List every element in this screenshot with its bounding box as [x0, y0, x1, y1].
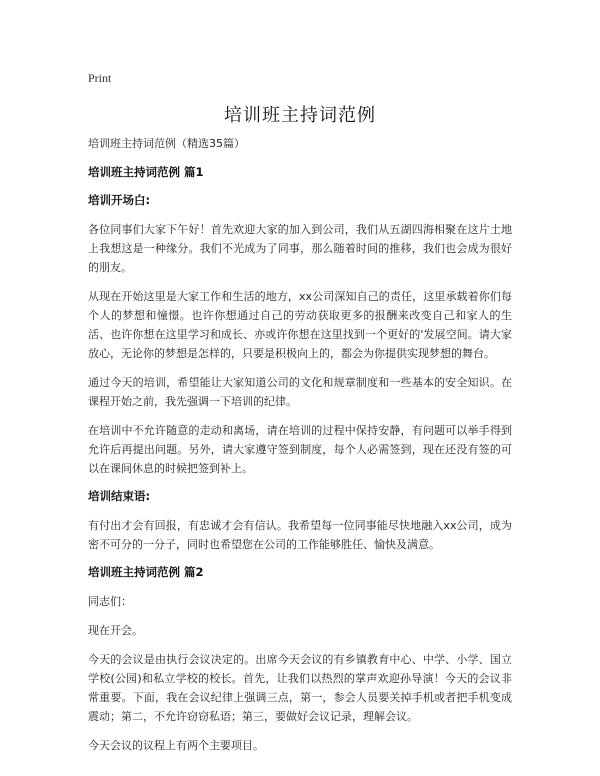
section-2-paragraph-1: 同志们： [88, 595, 132, 608]
section-2-paragraph-2: 现在开会。 [88, 624, 143, 637]
print-label: Print [88, 71, 112, 85]
section-1-paragraph-3: 通过今天的培训，希望能让大家知道公司的文化和规章制度和一些基本的安全知识。在课程开始之前，我先强调一下培训的纪律。 [88, 376, 512, 408]
section-1-paragraph-5: 有付出才会有回报，有忠诚才会有信认。我希望每一位同事能尽快地融入xx公司，成为密不可分的一分子，同时也希望您在公司的工作能够胜任、愉快及满意。 [88, 519, 512, 551]
document-subtitle: 培训班主持词范例（精选35篇） [88, 137, 245, 150]
section-1-paragraph-2: 从现在开始这里是大家工作和生活的地方，xx公司深知自己的责任，这里承载着你们每个人的梦想和憧憬。也许你想通过自己的劳动获取更多的报酬来改变自己和家人的生活、也许你想在这里学习和成长、亦或许你想在这里找到一个更好的'发展空间。请大家放心，无论你的梦想是怎样的，只要是积极向上的，都会为你提供实现梦想的舞台。 [88, 290, 512, 360]
section-1-paragraph-1: 各位同事们大家下午好！首先欢迎大家的加入到公司，我们从五湖四海相聚在这片土地上我想这是一种缘分。我们不光成为了同事，那么随着时间的推移，我们也会成为很好的朋友。 [88, 223, 512, 274]
section-2-paragraph-3: 今天的会议是由执行会议决定的。出席今天会议的有乡镇教育中心、中学、小学、国立学校(公园)和私立学校的校长。首先，让我们以热烈的掌声欢迎孙导演！今天的会议非常重要。下面，我在会议纪律上强调三点，第一，参会人员要关掉手机或者把手机变成震动；第二，不允许窃窃私语；第三，要做好会议记录，理解会议。 [88, 653, 512, 723]
closing-remarks-heading: 培训结束语: [88, 489, 151, 503]
opening-remarks-heading: 培训开场白: [88, 193, 151, 207]
section-2-heading: 培训班主持词范例 篇2 [88, 565, 204, 579]
section-1-paragraph-4: 在培训中不允许随意的走动和离场，请在培训的过程中保持安静，有问题可以举手得到允许后再提出问题。另外，请大家遵守签到制度，每个人必需签到，现在还没有签的可以在课间休息的时候把签到补上。 [88, 424, 512, 475]
section-2-paragraph-4: 今天会议的议程上有两个主要项目。 [88, 739, 264, 752]
document-title: 培训班主持词范例 [224, 105, 376, 126]
section-1-heading: 培训班主持词范例 篇1 [88, 165, 204, 179]
